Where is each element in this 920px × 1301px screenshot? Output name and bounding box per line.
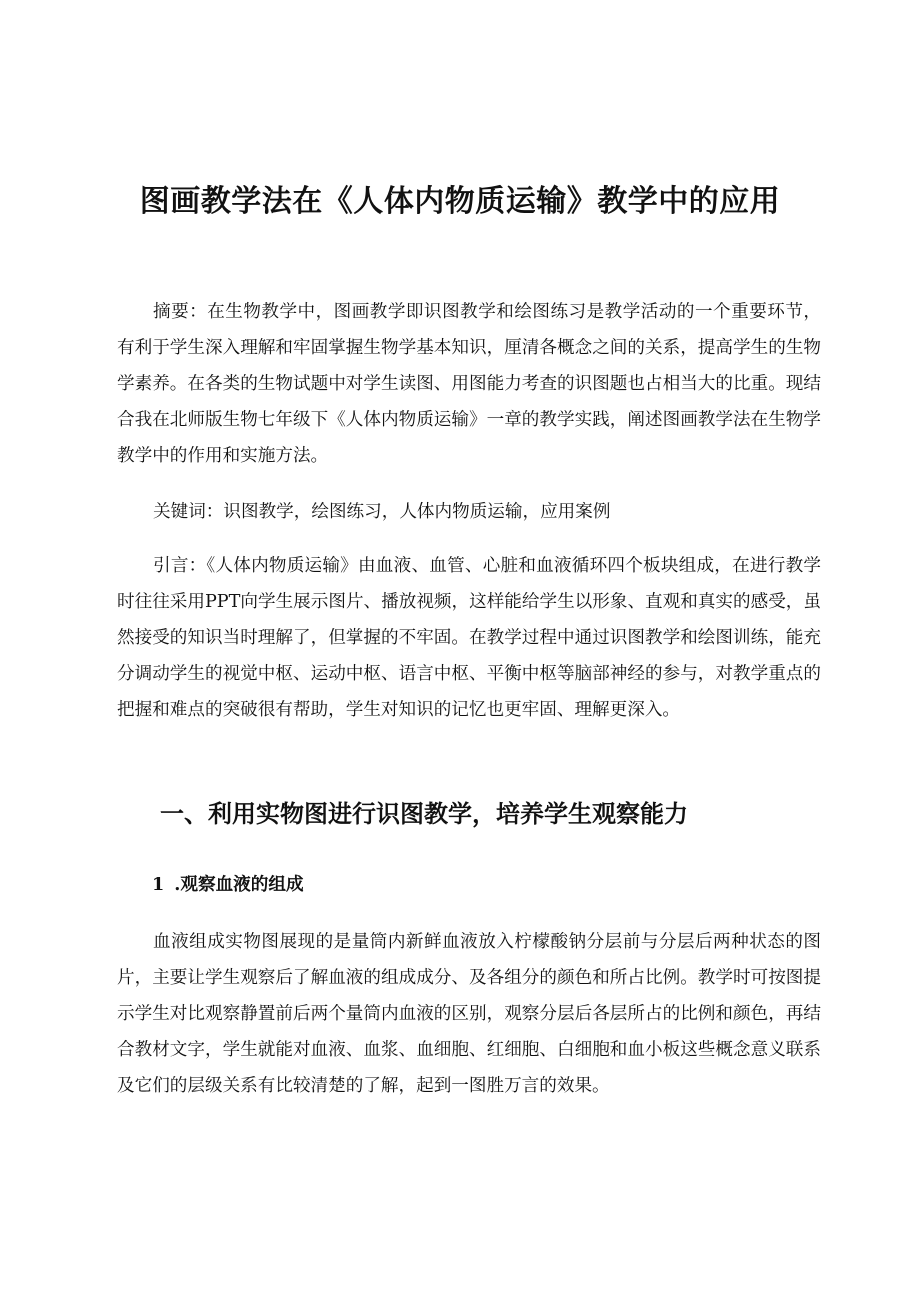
abstract-paragraph: 摘要：在生物教学中，图画教学即识图教学和绘图练习是教学活动的一个重要环节，有利于学生深入理解和牢固掌握生物学基本知识，厘清各概念之间的关系，提高学生的生物学素养。在各类的生物试题中对学生读图、用图能力考查的识图题也占相当大的比重。现结合我在北师版生物七年级下《人体内物质运输》一章的教学实践，阐述图画教学法在生物学教学中的作用和实施方法。	[117, 302, 821, 466]
subsection-title: .观察血液的组成	[174, 874, 304, 895]
keywords-paragraph: 关键词：识图教学，绘图练习，人体内物质运输，应用案例	[153, 502, 611, 522]
section-heading: 一、利用实物图进行识图教学，培养学生观察能力	[160, 799, 688, 828]
subsection-number: 1	[152, 874, 165, 895]
subsection-heading	[152, 870, 304, 900]
introduction-paragraph: 引言：《人体内物质运输》由血液、血管、心脏和血液循环四个板块组成，在进行教学时往往采用PPT向学生展示图片、播放视频，这样能给学生以形象、直观和真实的感受，虽然接受的知识当时理解了，但掌握的不牢固。在教学过程中通过识图教学和绘图训练，能充分调动学生的视觉中枢、运动中枢、语言中枢、平衡中枢等脑部神经的参与，对教学重点的把握和难点的突破很有帮助，学生对知识的记忆也更牢固、理解更深入。	[117, 556, 821, 720]
document-title: 图画教学法在《人体内物质运输》教学中的应用	[139, 184, 781, 220]
body-paragraph: 血液组成实物图展现的是量筒内新鲜血液放入柠檬酸钠分层前与分层后两种状态的图片，主要让学生观察后了解血液的组成成分、及各组分的颜色和所占比例。教学时可按图提示学生对比观察静置前后两个量筒内血液的区别，观察分层后各层所占的比例和颜色，再结合教材文字，学生就能对血液、血浆、血细胞、红细胞、白细胞和血小板这些概念意义联系及它们的层级关系有比较清楚的了解，起到一图胜万言的效果。	[117, 932, 821, 1096]
